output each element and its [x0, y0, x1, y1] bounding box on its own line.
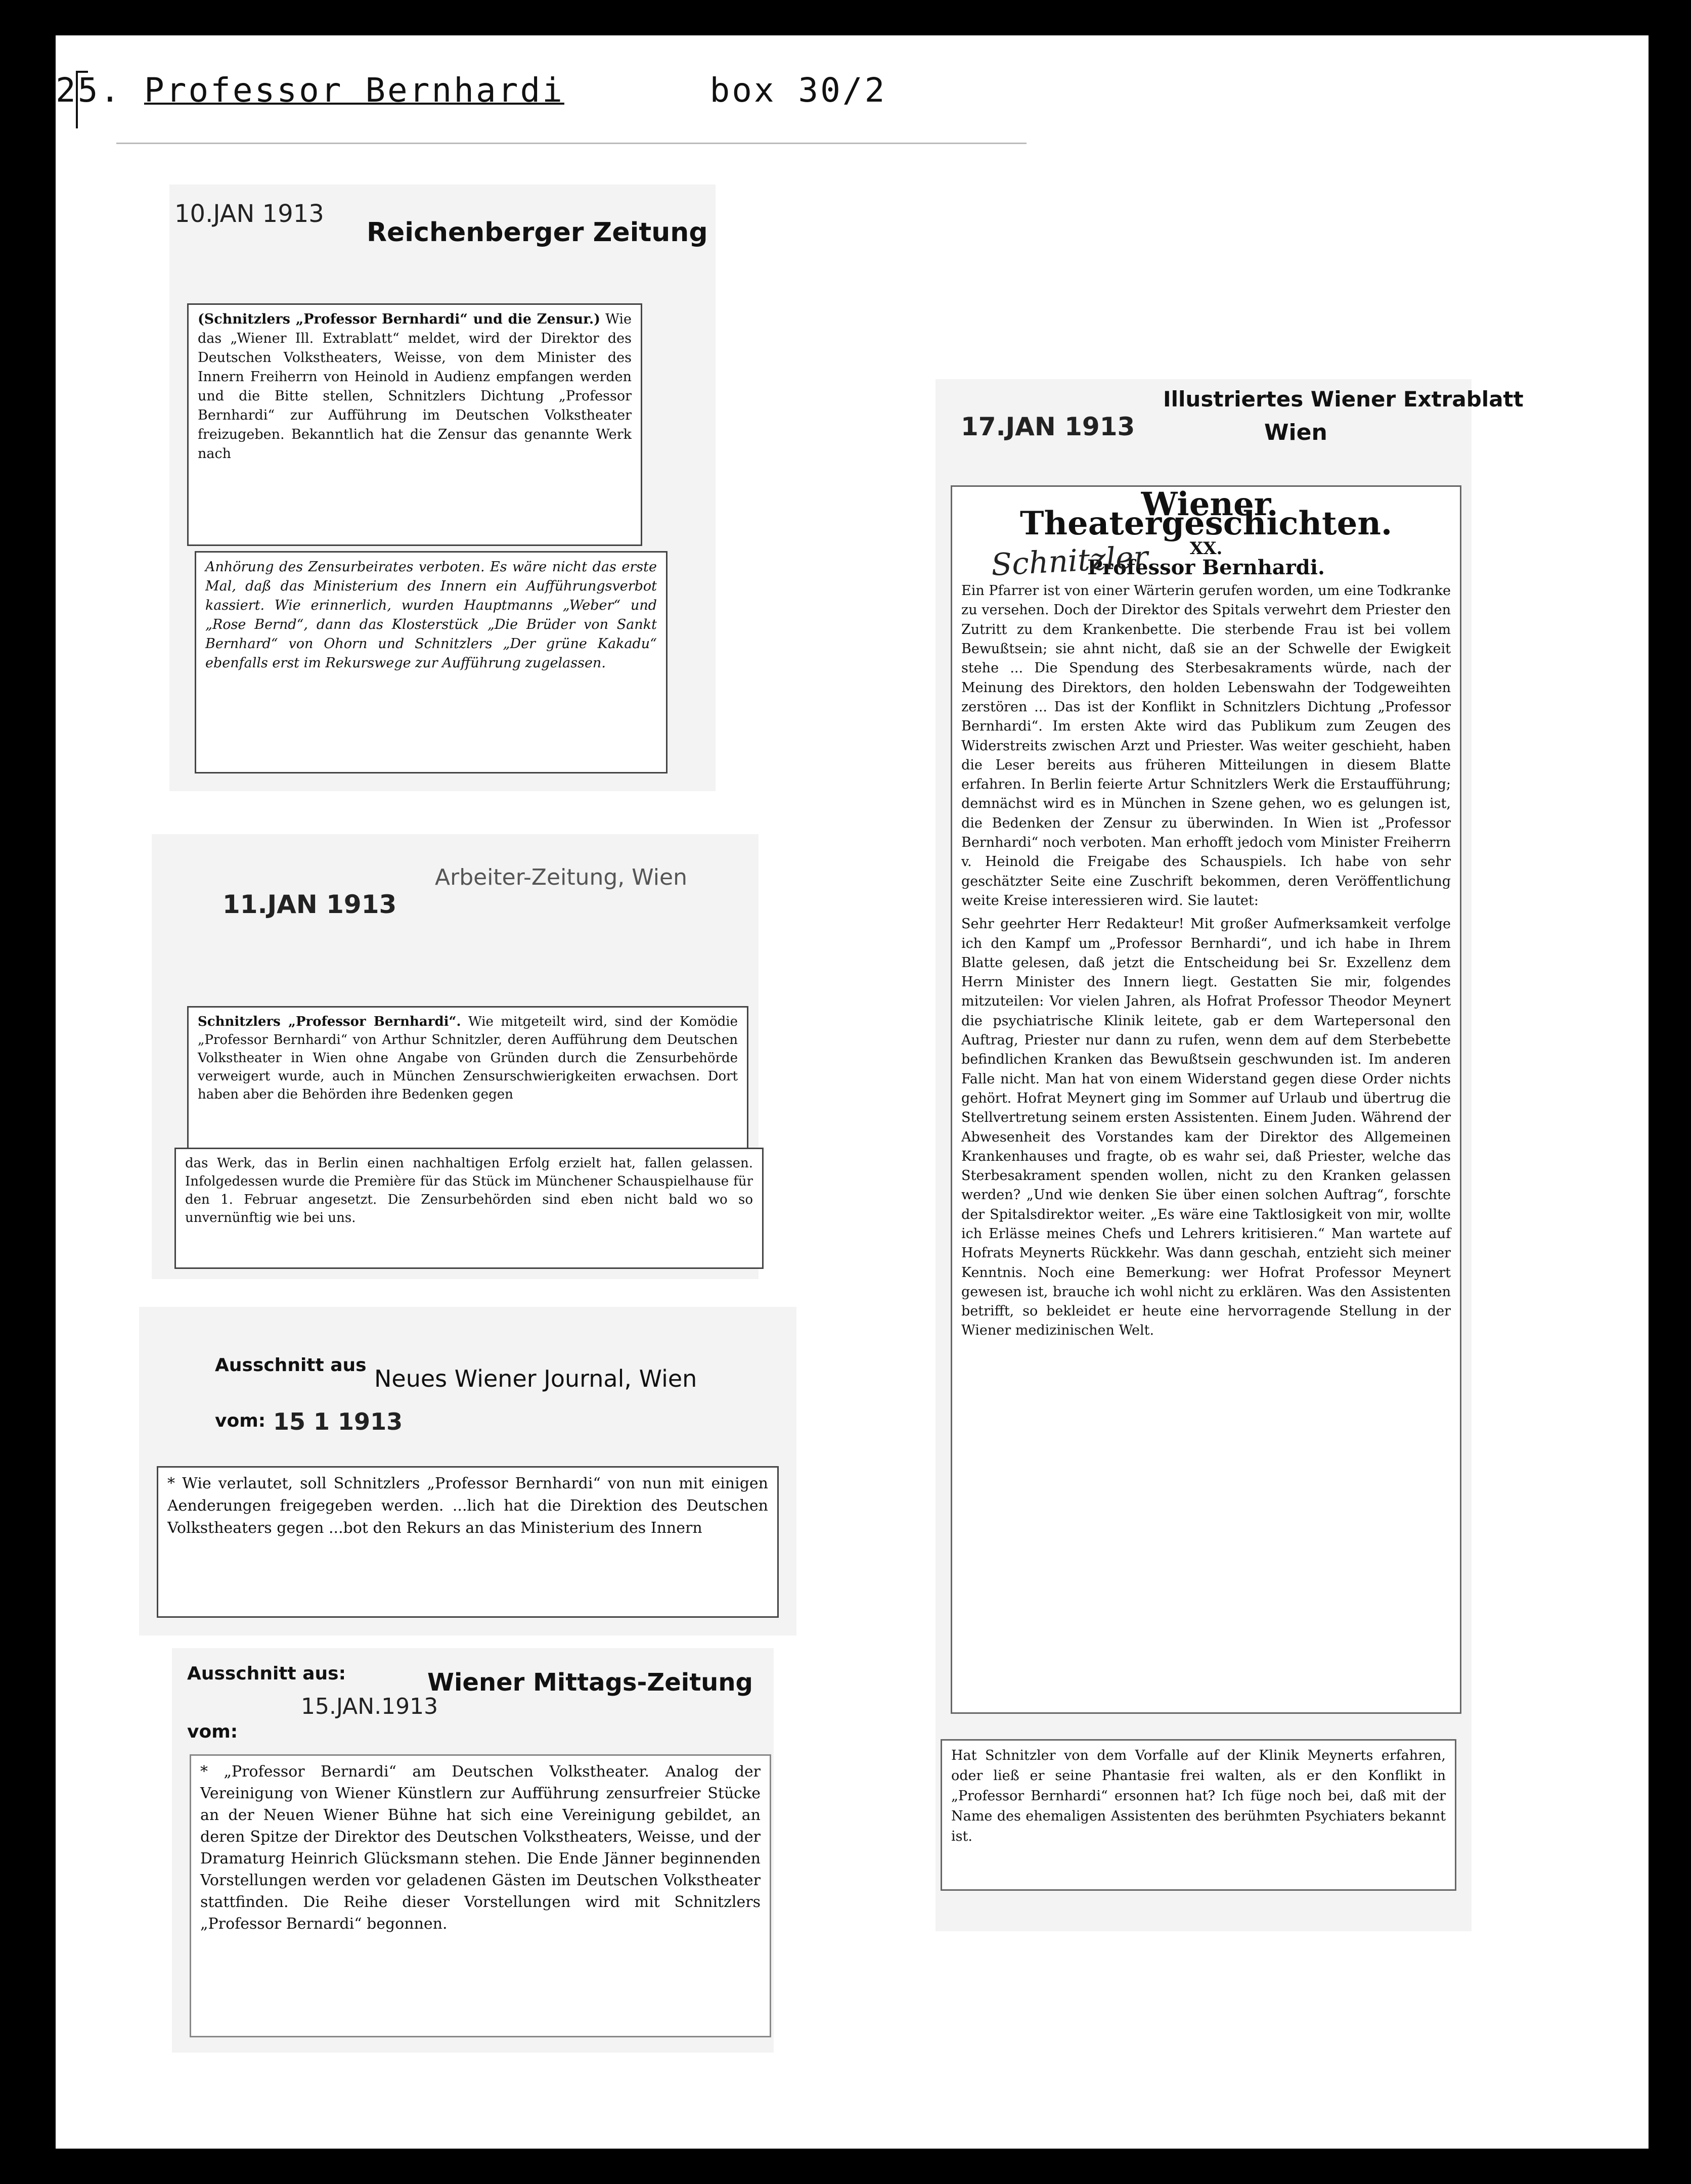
- handwritten-annotation: Schnitzler: [990, 539, 1149, 583]
- article-text: Wie das „Wiener Ill. Extrablatt“ meldet, wird der Direktor des Deutschen Volkstheaters, Weisse, von dem Minister des Innern Freiherrn von Heinold in Audienz empfangen werden und die Bitte stellen, Schnitzlers Dichtung „Professor Bernhardi“ zur Aufführung im Deutschen Volkstheater freizugeben. Bekanntlich hat die Zensur das genannte Werk nach: [198, 311, 632, 462]
- publication-name: Arbeiter-Zeitung, Wien: [435, 864, 687, 890]
- publication-name: Wiener Mittags-Zeitung: [427, 1668, 753, 1697]
- publication-name: Reichenberger Zeitung: [367, 217, 708, 248]
- article-text: das Werk, das in Berlin einen nachhaltigen Erfolg erzielt hat, fallen gelassen. Infolgedessen wurde die Première für das Stück im Münchener Schauspielhause für den 1. Februar angesetzt. Die Zensurbehörden sind eben nicht bald wo so unvernünftig wie bei uns.: [185, 1156, 753, 1225]
- date-stamp: 10.JAN 1913: [174, 200, 324, 228]
- series-number: XX.: [1189, 538, 1223, 559]
- article-body: [190, 1754, 771, 2037]
- folder-number: 25.: [56, 71, 122, 110]
- article-heading: Wiener Theatergeschichten.: [1019, 485, 1393, 543]
- page-header: [56, 71, 886, 110]
- clip-label: Ausschnitt aus:: [187, 1663, 346, 1684]
- article-text: * Wie verlautet, soll Schnitzlers „Professor Bernhardi“ von nun mit einigen Aenderungen freigegeben werden. ...lich hat die Direktion des Deutschen Volkstheaters gegen ...bot den Rekurs an das Ministerium des Innern: [167, 1475, 768, 1537]
- article-body: [157, 1466, 779, 1618]
- article-paragraph: Hat Schnitzler von dem Vorfalle auf der Klinik Meynerts erfahren, oder ließ er seine Phantasie frei walten, als er den Konflikt in „Professor Bernhardi“ ersonnen hat? Ich füge noch bei, daß mit der Name des ehemaligen Assistenten des berühmten Psychiaters bekannt ist.: [951, 1748, 1446, 1844]
- header-rule: [116, 143, 1027, 144]
- publication-name: Neues Wiener Journal, Wien: [374, 1365, 697, 1392]
- date-label: vom:: [215, 1410, 266, 1431]
- publication-city: Wien: [1264, 420, 1327, 445]
- article-part-2: [195, 551, 668, 774]
- publication-name: Illustriertes Wiener Extrablatt: [1163, 387, 1524, 412]
- date-stamp: 17.JAN 1913: [961, 412, 1135, 441]
- article-part-2: [174, 1148, 764, 1269]
- article-text: * „Professor Bernardi“ am Deutschen Volkstheater. Analog der Vereinigung von Wiener Künstlern zur Aufführung zensurfreier Stücke an der Neuen Wiener Bühne hat sich eine Vereinigung gebildet, an deren Spitze der Direktor des Deutschen Volkstheaters, Weisse, und der Dramaturg Heinrich Glücksmann stehen. Die Ende Jänner beginnenden Vorstellungen werden vor geladenen Gästen im Deutschen Volkstheater stattfinden. Die Reihe dieser Vorstellungen wird mit Schnitzlers „Professor Bernardi“ begonnen.: [200, 1763, 761, 1933]
- article-text: Wie mitgeteilt wird, sind der Komödie „Professor Bernhardi“ von Arthur Schnitzler, deren Aufführung dem Deutschen Volkstheater in Wien ohne Angabe von Gründen durch die Zensurbehörde verweigert wurde, auch in München Zensurschwierigkeiten erwachsen. Dort haben aber die Behörden ihre Bedenken gegen: [198, 1014, 738, 1102]
- box-number: box 30/2: [709, 71, 887, 110]
- article-paragraph: Sehr geehrter Herr Redakteur! Mit großer Aufmerksamkeit verfolge ich den Kampf um „Professor Bernhardi“, und ich habe in Ihrem Blatte gelesen, daß jetzt die Entscheidung bei Sr. Exzellenz dem Herrn Minister des Innern liegt. Gestatten Sie mir, folgendes mitzuteilen: Vor vielen Jahren, als Hofrat Professor Theodor Meynert die psychiatrische Klinik leitete, gab er dem Wartepersonal den Auftrag, Priester nur dann zu rufen, wenn dem auf dem Sterbebette befindlichen Kranken das Bewußtsein geschwunden ist. Im anderen Falle nicht. Man hat von einem Widerstand gegen diese Order nichts gehört. Hofrat Meynert ging im Sommer auf Urlaub und übertrug die Stellvertretung seinem ersten Assistenten. Einem Juden. Während der Abwesenheit des Vorstandes kam der Direktor des Allgemeinen Krankenhauses und fragte, ob es wahr sei, daß Priester, welche das Sterbesakrament spenden wollen, nicht zu den Kranken gelassen werden? „Und wie denken Sie über einen solchen Auftrag“, forschte der Spitalsdirektor weiter. „Es wäre eine Taktlosigkeit von mir, wollte ich Erlässe meines Chefs und Lehrers kritisieren.“ Man wartete auf Hofrats Meynerts Rückkehr. Was dann geschah, entzieht sich meiner Kenntnis. Noch eine Bemerkung: wer Hofrat Professor Meynert gewesen ist, brauche ich wohl nicht zu erklären. Was den Assistenten betrifft, so bekleidet er heute eine hervorragende Stellung in der Wiener medizinischen Welt.: [961, 916, 1451, 1339]
- date-stamp: 15 1 1913: [273, 1408, 403, 1435]
- article-continuation: [941, 1739, 1456, 1891]
- clip-label: Ausschnitt aus: [215, 1355, 367, 1376]
- date-label: vom:: [187, 1721, 238, 1742]
- article-main: [951, 485, 1461, 1714]
- article-heading: Schnitzlers „Professor Bernhardi“.: [198, 1014, 461, 1029]
- date-stamp: 15.JAN.1913: [301, 1694, 438, 1719]
- article-paragraph: Ein Pfarrer ist von einer Wärterin gerufen worden, um eine Todkranke zu versehen. Doch der Direktor des Spitals verwehrt dem Priester den Zutritt zu dem Krankenbette. Die sterbende Frau ist bei vollem Bewußtsein; sie ahnt nicht, daß sie an der Schwelle der Ewigkeit stehe ... Die Spendung des Sterbesakraments würde, nach der Meinung des Direktors, den holden Lebenswahn der Todgeweihten zerstören ... Das ist der Konflikt in Schnitzlers Dichtung „Professor Bernhardi“. Im ersten Akte wird das Publikum zum Zeugen des Widerstreits zwischen Arzt und Priester. Was weiter geschieht, haben die Leser bereits aus früheren Mitteilungen in diesem Blatte erfahren. In Berlin feierte Artur Schnitzlers Werk die Erstaufführung; demnächst wird es in München in Szene gehen, wo es gelungen ist, die Bedenken der Zensur zu überwinden. In Wien ist „Professor Bernhardi“ noch verboten. Man erhofft jedoch vom Minister Freiherrn v. Heinold die Freigabe des Schauspiels. Ich habe von sehr geschätzter Seite eine Zuschrift bekommen, deren Veröffentlichung weite Kreise interessieren wird. Sie lautet:: [961, 583, 1451, 908]
- article-subheading: Professor Bernhardi.: [1087, 555, 1325, 579]
- article-part-1: [187, 1006, 748, 1158]
- article-text: Anhörung des Zensurbeirates verboten. Es wäre nicht das erste Mal, daß das Ministerium des Innern ein Aufführungsverbot kassiert. Wie erinnerlich, wurden Hauptmanns „Weber“ und „Rose Bernd“, dann das Klosterstück „Die Brüder von Sankt Bernhard“ von Ohorn und Schnitzlers „Der grüne Kakadu“ ebenfalls erst im Rekurswege zur Aufführung zugelassen.: [205, 559, 657, 671]
- folder-title: Professor Bernhardi: [144, 71, 564, 110]
- article-heading: (Schnitzlers „Professor Bernhardi“ und die Zensur.): [198, 311, 601, 327]
- date-stamp: 11.JAN 1913: [223, 890, 397, 919]
- article-part-1: [187, 303, 642, 546]
